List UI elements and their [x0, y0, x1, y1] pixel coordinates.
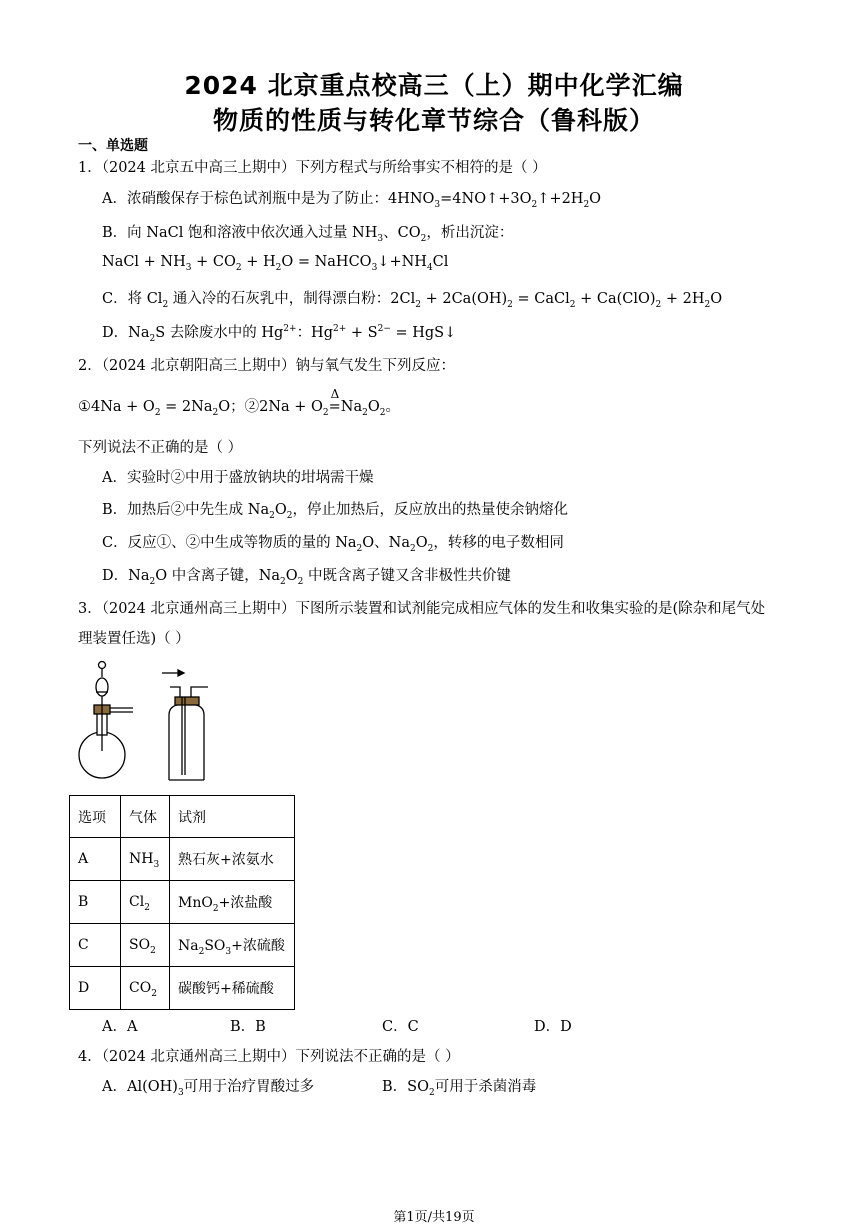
table-header-option: 选项 [70, 796, 121, 838]
question-2-equations: ①4Na + $O_2 = 2Na_2O$；②2Na + $O_2$ Δ $=Na_2O_2$。 [78, 387, 400, 418]
table-row [70, 967, 295, 1010]
question-3-stem-line1: 3．（2024 北京通州高三上期中）下图所示装置和试剂能完成相应气体的发生和收集实验的是(除杂和尾气处 [78, 601, 766, 617]
question-2-ask: 下列说法不正确的是（ ） [78, 440, 243, 456]
table-cell-reagent: $Na_2SO_3+$浓硫酸 [170, 924, 295, 967]
question-1-option-b: B．向 NaCl 饱和溶液中依次通入过量 $NH_3$、$CO_2$，析出沉淀： [102, 225, 514, 244]
question-2-option-c: C．反应①、②中生成等物质的量的 $Na_2O$、$Na_2O_2$，转移的电子数相同 [102, 535, 564, 554]
table-cell-option: A [70, 838, 121, 881]
question-3-options-table [69, 795, 295, 1010]
question-4-stem: 4．（2024 北京通州高三上期中）下列说法不正确的是（ ） [78, 1049, 460, 1065]
table-cell-gas: $NH_3$ [121, 838, 170, 881]
question-1-option-a: A．浓硝酸保存于棕色试剂瓶中是为了防止：$4HNO_3=4NO↑+3O_2↑+2H_2O$ [102, 191, 602, 210]
question-3-stem-line2: 理装置任选)（ ） [78, 631, 190, 647]
table-cell-option: C [70, 924, 121, 967]
question-2-stem: 2．（2024 北京朝阳高三上期中）钠与氧气发生下列反应： [78, 358, 455, 374]
question-3-choice-b: B．B [230, 1019, 266, 1035]
page-footer: 第1页/共19页 [393, 1210, 475, 1225]
question-4-option-b: B．$SO_2$可用于杀菌消毒 [382, 1079, 537, 1098]
table-row [70, 838, 295, 881]
question-1-option-d: D．$Na_2S$ 去除废水中的 $Hg^{2+}$：$Hg^{2+} + S^{2-}$ = HgS↓ [102, 324, 457, 344]
table-cell-gas: $Cl_2$ [121, 881, 170, 924]
page-title-line2: 物质的性质与转化章节综合（鲁科版） [212, 106, 655, 135]
question-4-option-a: A．$Al(OH)_3$可用于治疗胃酸过多 [102, 1079, 315, 1098]
table-header-reagent: 试剂 [170, 796, 295, 838]
question-3-choice-d: D．D [534, 1019, 572, 1035]
table-cell-gas: $SO_2$ [121, 924, 170, 967]
page-title-line1: 2024 北京重点校高三（上）期中化学汇编 [184, 71, 684, 100]
question-2-option-b: B．加热后②中先生成 $Na_2O_2$，停止加热后，反应放出的热量使余钠熔化 [102, 502, 568, 521]
question-2-option-d: D．$Na_2O$ 中含离子键，$Na_2O_2$ 中既含离子键又含非极性共价键 [102, 568, 512, 587]
table-header-gas: 气体 [121, 796, 170, 838]
table-cell-reagent: 熟石灰+浓氨水 [170, 838, 295, 881]
table-cell-gas: $CO_2$ [121, 967, 170, 1010]
question-3-choice-a: A．A [102, 1019, 138, 1035]
section-heading: 一、单选题 [78, 138, 148, 154]
question-1-option-b-equation: NaCl + $NH_3 + CO_2 + H_2O$ = $NaHCO_3↓+NH_4Cl$ [102, 254, 449, 273]
table-row [70, 881, 295, 924]
question-3-choice-c: C．C [382, 1019, 419, 1035]
question-1-option-c: C．将 $Cl_2$ 通入冷的石灰乳中，制得漂白粉：$2Cl_2 + 2Ca(OH)_2$ = CaCl$_2$ + $Ca(ClO)_2 + 2H_2O$ [102, 291, 723, 310]
question-1-stem: 1．（2024 北京五中高三上期中）下列方程式与所给事实不相符的是（ ） [78, 160, 547, 176]
round-bottom-flask-icon [79, 662, 133, 779]
table-cell-option: D [70, 967, 121, 1010]
table-header-row [70, 796, 295, 838]
lab-apparatus-figure [70, 655, 220, 785]
question-2-option-a: A．实验时②中用于盛放钠块的坩埚需干燥 [102, 470, 374, 486]
table-cell-reagent: MnO$_2$+浓盐酸 [170, 881, 295, 924]
gas-bottle-icon [162, 670, 208, 780]
table-cell-option: B [70, 881, 121, 924]
table-row [70, 924, 295, 967]
table-cell-reagent: 碳酸钙+稀硫酸 [170, 967, 295, 1010]
